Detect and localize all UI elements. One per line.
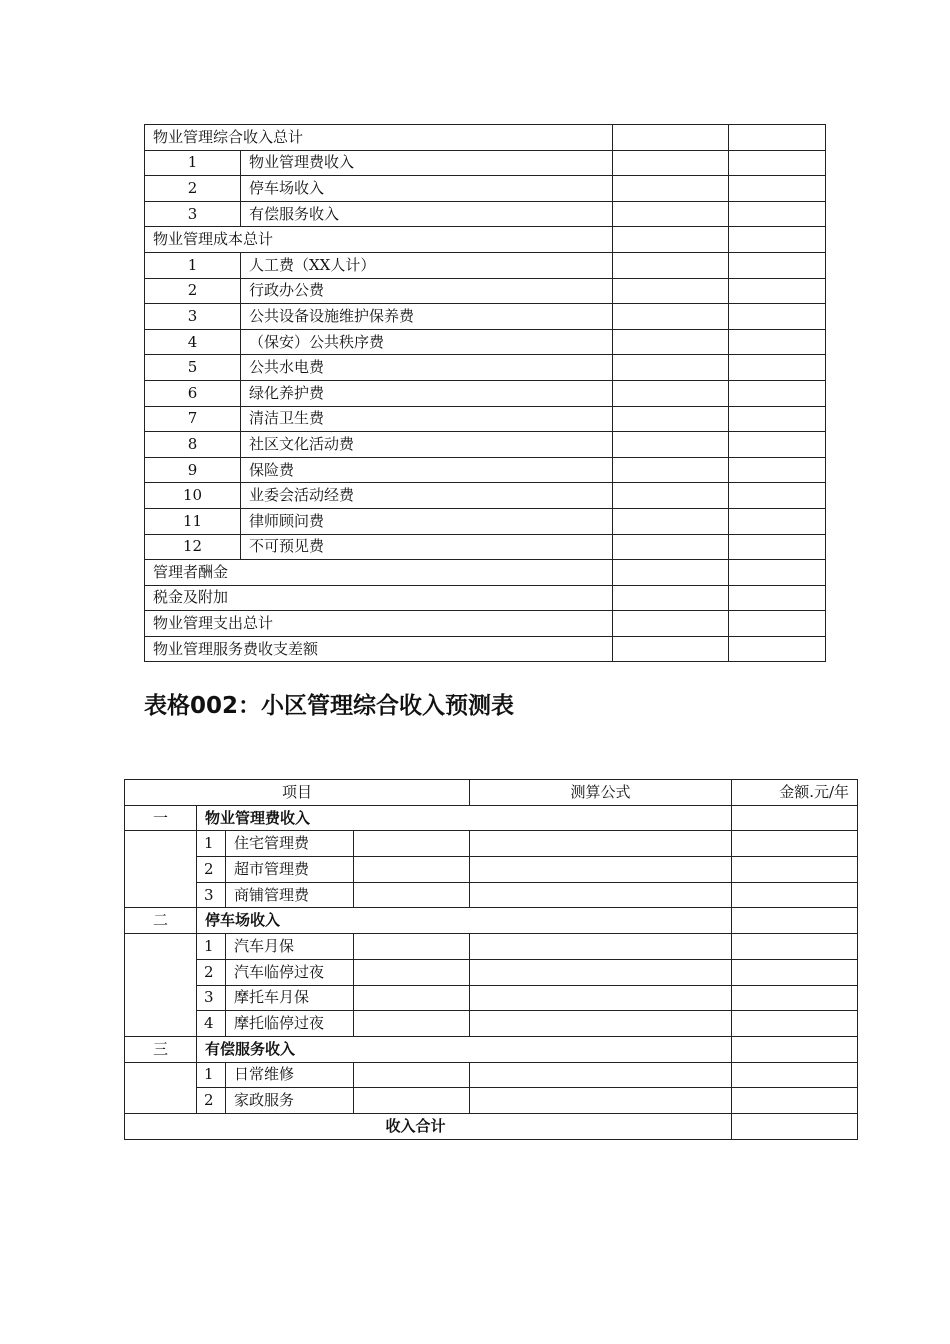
- table-002-heading: 表格002：小区管理综合收入预测表: [144, 693, 515, 719]
- formula-cell: [470, 1088, 732, 1114]
- section-label: 税金及附加: [145, 585, 613, 611]
- amount-cell: [732, 908, 858, 934]
- item-row: [145, 508, 826, 534]
- value-cell: [729, 150, 826, 176]
- income-forecast-table: [124, 779, 858, 1140]
- amount-cell: [732, 805, 858, 831]
- item-number: 3: [197, 985, 226, 1011]
- blank-cell: [354, 959, 470, 985]
- amount-cell: [732, 1088, 858, 1114]
- amount-cell: [732, 1062, 858, 1088]
- item-row: [145, 406, 826, 432]
- value-cell: [729, 457, 826, 483]
- group-number: 一: [125, 805, 197, 831]
- item-row: [145, 457, 826, 483]
- group-title: 停车场收入: [197, 908, 732, 934]
- section-row: [145, 560, 826, 586]
- item-label: 停车场收入: [241, 176, 613, 202]
- item-number: 3: [197, 882, 226, 908]
- group-spacer-cell: [125, 831, 197, 908]
- item-number: 1: [197, 831, 226, 857]
- item-label: 摩托车月保: [226, 985, 354, 1011]
- formula-cell: [470, 857, 732, 883]
- group-title: 有偿服务收入: [197, 1036, 732, 1062]
- item-number: 11: [145, 508, 241, 534]
- item-row: [145, 380, 826, 406]
- section-row: [145, 125, 826, 151]
- section-row: [145, 585, 826, 611]
- value-cell: [729, 636, 826, 662]
- formula-cell: [470, 985, 732, 1011]
- item-number: 5: [145, 355, 241, 381]
- item-label: 绿化养护费: [241, 380, 613, 406]
- income-item-row: [125, 1088, 858, 1114]
- value-cell: [613, 457, 729, 483]
- item-number: 7: [145, 406, 241, 432]
- formula-cell: [470, 934, 732, 960]
- item-label: 家政服务: [226, 1088, 354, 1114]
- item-number: 1: [197, 1062, 226, 1088]
- value-cell: [613, 304, 729, 330]
- value-cell: [613, 483, 729, 509]
- item-label: 日常维修: [226, 1062, 354, 1088]
- item-row: [145, 150, 826, 176]
- value-cell: [729, 227, 826, 253]
- value-cell: [729, 432, 826, 458]
- value-cell: [729, 534, 826, 560]
- value-cell: [729, 560, 826, 586]
- group-row: [125, 1036, 858, 1062]
- item-number: 3: [145, 304, 241, 330]
- value-cell: [613, 560, 729, 586]
- item-label: 人工费（XX人计）: [241, 252, 613, 278]
- item-row: [145, 534, 826, 560]
- item-row: [145, 278, 826, 304]
- header-item: 项目: [125, 780, 470, 806]
- item-number: 2: [145, 278, 241, 304]
- value-cell: [729, 278, 826, 304]
- item-row: [145, 355, 826, 381]
- cost-summary-table: [144, 124, 826, 662]
- item-label: 不可预见费: [241, 534, 613, 560]
- section-label: 物业管理成本总计: [145, 227, 613, 253]
- header-row: [125, 780, 858, 806]
- item-label: 保险费: [241, 457, 613, 483]
- item-number: 4: [145, 329, 241, 355]
- income-item-row: [125, 831, 858, 857]
- value-cell: [613, 355, 729, 381]
- group-row: [125, 908, 858, 934]
- amount-cell: [732, 882, 858, 908]
- item-label: 汽车临停过夜: [226, 959, 354, 985]
- item-number: 2: [197, 857, 226, 883]
- income-item-row: [125, 857, 858, 883]
- blank-cell: [354, 831, 470, 857]
- section-row: [145, 227, 826, 253]
- value-cell: [729, 125, 826, 151]
- item-label: 汽车月保: [226, 934, 354, 960]
- value-cell: [613, 508, 729, 534]
- value-cell: [613, 329, 729, 355]
- item-number: 2: [197, 1088, 226, 1114]
- total-row: [125, 1113, 858, 1139]
- amount-cell: [732, 1113, 858, 1139]
- value-cell: [613, 125, 729, 151]
- amount-cell: [732, 959, 858, 985]
- item-row: [145, 252, 826, 278]
- item-number: 8: [145, 432, 241, 458]
- value-cell: [729, 355, 826, 381]
- section-label: 管理者酬金: [145, 560, 613, 586]
- item-number: 10: [145, 483, 241, 509]
- value-cell: [613, 278, 729, 304]
- section-label: 物业管理支出总计: [145, 611, 613, 637]
- item-label: 公共水电费: [241, 355, 613, 381]
- item-number: 9: [145, 457, 241, 483]
- value-cell: [729, 201, 826, 227]
- total-label: 收入合计: [125, 1113, 732, 1139]
- item-label: 有偿服务收入: [241, 201, 613, 227]
- item-label: 住宅管理费: [226, 831, 354, 857]
- value-cell: [729, 252, 826, 278]
- formula-cell: [470, 959, 732, 985]
- header-formula: 测算公式: [470, 780, 732, 806]
- item-label: 物业管理费收入: [241, 150, 613, 176]
- item-number: 6: [145, 380, 241, 406]
- amount-cell: [732, 1036, 858, 1062]
- group-title: 物业管理费收入: [197, 805, 732, 831]
- item-label: 商铺管理费: [226, 882, 354, 908]
- group-spacer-cell: [125, 1062, 197, 1113]
- value-cell: [613, 611, 729, 637]
- blank-cell: [354, 985, 470, 1011]
- formula-cell: [470, 1011, 732, 1037]
- item-label: 公共设备设施维护保养费: [241, 304, 613, 330]
- item-number: 2: [145, 176, 241, 202]
- group-spacer-cell: [125, 934, 197, 1037]
- section-label: 物业管理综合收入总计: [145, 125, 613, 151]
- value-cell: [613, 406, 729, 432]
- value-cell: [729, 304, 826, 330]
- income-item-row: [125, 1011, 858, 1037]
- formula-cell: [470, 1062, 732, 1088]
- item-row: [145, 176, 826, 202]
- amount-cell: [732, 1011, 858, 1037]
- blank-cell: [354, 934, 470, 960]
- item-number: 1: [145, 150, 241, 176]
- amount-cell: [732, 934, 858, 960]
- item-number: 2: [197, 959, 226, 985]
- amount-cell: [732, 857, 858, 883]
- item-number: 1: [145, 252, 241, 278]
- blank-cell: [354, 857, 470, 883]
- item-number: 1: [197, 934, 226, 960]
- item-label: 行政办公费: [241, 278, 613, 304]
- value-cell: [729, 176, 826, 202]
- value-cell: [613, 150, 729, 176]
- value-cell: [729, 611, 826, 637]
- value-cell: [613, 432, 729, 458]
- value-cell: [613, 227, 729, 253]
- income-item-row: [125, 985, 858, 1011]
- income-item-row: [125, 934, 858, 960]
- item-number: 4: [197, 1011, 226, 1037]
- value-cell: [613, 534, 729, 560]
- group-number: 二: [125, 908, 197, 934]
- value-cell: [613, 252, 729, 278]
- income-item-row: [125, 959, 858, 985]
- formula-cell: [470, 882, 732, 908]
- formula-cell: [470, 831, 732, 857]
- value-cell: [729, 585, 826, 611]
- amount-cell: [732, 831, 858, 857]
- item-number: 3: [145, 201, 241, 227]
- group-number: 三: [125, 1036, 197, 1062]
- item-label: 超市管理费: [226, 857, 354, 883]
- income-item-row: [125, 882, 858, 908]
- value-cell: [613, 380, 729, 406]
- item-label: 律师顾问费: [241, 508, 613, 534]
- item-row: [145, 329, 826, 355]
- value-cell: [729, 483, 826, 509]
- value-cell: [729, 508, 826, 534]
- item-number: 12: [145, 534, 241, 560]
- income-item-row: [125, 1062, 858, 1088]
- value-cell: [729, 329, 826, 355]
- value-cell: [613, 585, 729, 611]
- value-cell: [729, 380, 826, 406]
- item-row: [145, 201, 826, 227]
- blank-cell: [354, 1088, 470, 1114]
- blank-cell: [354, 1011, 470, 1037]
- item-label: 摩托临停过夜: [226, 1011, 354, 1037]
- item-row: [145, 483, 826, 509]
- value-cell: [613, 201, 729, 227]
- section-label: 物业管理服务费收支差额: [145, 636, 613, 662]
- value-cell: [729, 406, 826, 432]
- section-row: [145, 611, 826, 637]
- amount-cell: [732, 985, 858, 1011]
- item-row: [145, 432, 826, 458]
- blank-cell: [354, 882, 470, 908]
- item-label: 社区文化活动费: [241, 432, 613, 458]
- item-label: 清洁卫生费: [241, 406, 613, 432]
- value-cell: [613, 636, 729, 662]
- item-row: [145, 304, 826, 330]
- header-amount: 金额.元/年: [732, 780, 858, 806]
- section-row: [145, 636, 826, 662]
- item-label: （保安）公共秩序费: [241, 329, 613, 355]
- blank-cell: [354, 1062, 470, 1088]
- item-label: 业委会活动经费: [241, 483, 613, 509]
- group-row: [125, 805, 858, 831]
- value-cell: [613, 176, 729, 202]
